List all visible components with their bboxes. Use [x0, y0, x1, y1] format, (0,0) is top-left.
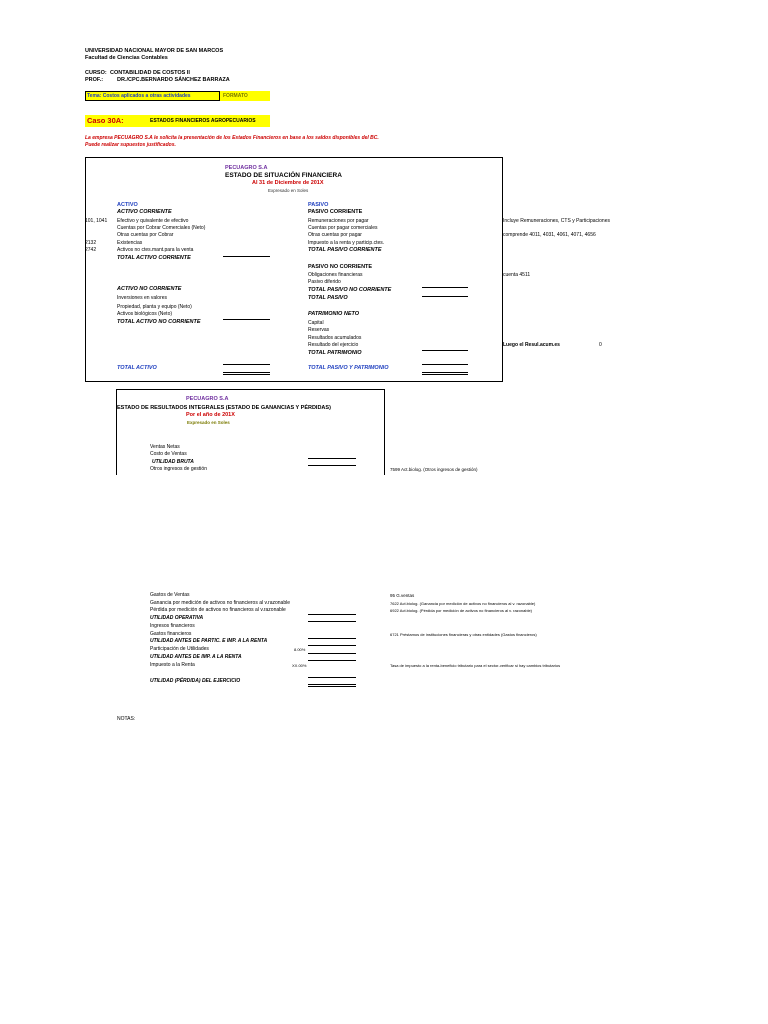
utilidad-ejercicio-label: UTILIDAD (PÉRDIDA) DEL EJERCICIO [150, 678, 241, 684]
note-otros-ingresos: 7599 Act.biolog. (Otros ingresos de gestión) [390, 467, 478, 472]
activo-corriente-heading: ACTIVO CORRIENTE [117, 209, 172, 215]
total-ac-line [223, 256, 270, 257]
anc-item: Inversiones en valores [117, 295, 168, 301]
uai-line-2 [308, 660, 356, 661]
prof-label: PROF.: [85, 77, 104, 83]
pnc-item: Obligaciones financieras [308, 272, 363, 278]
pat-item: Resultado del ejercicio [308, 342, 359, 348]
note-cuenta: cuenta 4511 [503, 272, 531, 278]
total-patrimonio-line [422, 350, 468, 351]
pasivo-no-corriente-heading: PASIVO NO CORRIENTE [308, 264, 373, 270]
prof-name: DR./CPC.BERNARDO SÁNCHEZ BARRAZA [117, 77, 230, 83]
formato-label: FORMATO [223, 93, 248, 99]
otros-ingresos-label: Otros ingresos de gestión [150, 466, 207, 472]
utilidad-operativa-line [308, 614, 356, 615]
note-incluye: Incluye Remuneraciones, CTS y Participaciones [503, 218, 610, 224]
total-activo-double-line [223, 372, 270, 375]
pc-item: Cuentas por pagar comerciales [308, 225, 378, 231]
utilidad-ejercicio-line [308, 677, 356, 678]
income-item: Ventas Netas [150, 444, 180, 450]
ac-item: Existencias [117, 240, 143, 246]
ac-code: 2132 [85, 240, 97, 246]
activo-heading: ACTIVO [117, 202, 138, 208]
pat-item: Resultados acumulados [308, 335, 362, 341]
utilidad-operativa-line-2 [308, 621, 356, 622]
total-pasivo-label: TOTAL PASIVO [308, 295, 348, 301]
note-perdida: 6922 Act.biolog. (Pérdida por medición de activos no financieros al v. razonable) [390, 608, 533, 613]
total-activo-label: TOTAL ACTIVO [117, 365, 157, 371]
utilidad-bruta-line-2 [308, 465, 356, 466]
anc-item: Activos biológicos (Neto) [117, 311, 173, 317]
total-pnc-line [422, 287, 468, 288]
income-item: Costo de Ventas [150, 451, 187, 457]
uai-partic-label: UTILIDAD ANTES DE PARTIC. E IMP. A LA RENTA [150, 638, 268, 644]
ganancia-label: Ganancia por medición de activos no financieros al v.razonable [150, 600, 290, 606]
pc-item: Impuesto a la renta y particip.ctes. [308, 240, 385, 246]
anc-item: Propiedad, planta y equipo (Neto) [117, 304, 192, 310]
total-pp-label: TOTAL PASIVO Y PATRIMONIO [308, 365, 389, 371]
ac-item: Activos no ctes.mant.para la venta [117, 247, 194, 253]
pat-item: Reservas [308, 327, 330, 333]
ac-code: 101, 1041 [85, 218, 108, 224]
uai-partic-line [308, 638, 356, 639]
income-period: Por el año de 201X [186, 412, 235, 418]
note-gastos-fin: 6721 Préstamos de instituciones financieras y otras entidades (Gastos financieros) [390, 632, 537, 637]
faculty-name: Facultad de Ciencias Contables [85, 55, 168, 61]
total-patrimonio-label: TOTAL PATRIMONIO [308, 350, 362, 356]
pat-item: Capital [308, 320, 324, 326]
ac-code: 2742 [85, 247, 97, 253]
ac-item: Efectivo y quivalente de efectivo [117, 218, 189, 224]
pasivo-corriente-heading: PASIVO CORRIENTE [308, 209, 363, 215]
balance-company: PECUAGRO S.A [225, 165, 268, 171]
utilidad-bruta-line [308, 458, 356, 459]
utilidad-bruta-label: UTILIDAD BRUTA [152, 459, 194, 465]
total-pnc-label: TOTAL PASIVO NO CORRIENTE [308, 287, 392, 293]
total-anc-label: TOTAL ACTIVO NO CORRIENTE [117, 319, 201, 325]
total-pasivo-line [422, 296, 468, 297]
instruction-line-1: La empresa PECUAGRO S.A le solicita la presentación de los Estados Financieros en base a los saldos disponibles del BC. [85, 135, 379, 141]
total-pp-line-top [422, 364, 468, 365]
uai-line [308, 653, 356, 654]
note-comprende: comprende 4011, 4031, 4061, 4071, 4656 [503, 232, 596, 238]
impuesto-label: Impuesto a la Renta [150, 662, 195, 668]
gastos-fin-label: Gastos financieros [150, 631, 192, 637]
note-luego: Luego el Resul.acum.es [503, 342, 560, 348]
instruction-line-2: Puede realizar supuestos justificados. [85, 142, 176, 148]
course-label: CURSO: [85, 70, 107, 76]
utilidad-ejercicio-double-line [308, 684, 356, 687]
balance-currency: Expresado en Soles [268, 188, 309, 193]
income-currency: Expresado en Soles [187, 420, 230, 425]
pc-item: Otras cuentas por pagar [308, 232, 362, 238]
ac-item: Otras cuentas por Cobrar [117, 232, 174, 238]
pc-item: Remuneraciones por pagar [308, 218, 369, 224]
pnc-item: Pasivo diferido [308, 279, 341, 285]
total-anc-line [223, 319, 270, 320]
activo-no-corriente-heading: ACTIVO NO CORRIENTE [117, 286, 182, 292]
total-pp-double-line [422, 372, 468, 375]
utilidad-operativa-label: UTILIDAD OPERATIVA [150, 615, 204, 621]
total-activo-line-top [223, 364, 270, 365]
university-name: UNIVERSIDAD NACIONAL MAYOR DE SAN MARCOS [85, 48, 224, 54]
note-luego-value: 0 [599, 342, 602, 348]
balance-title: ESTADO DE SITUACIÓN FINANCIERA [225, 172, 342, 179]
note-gastos-ventas: 95 G.ventas [390, 593, 415, 598]
impuesto-pct: XX.00% [292, 663, 307, 668]
total-ac-label: TOTAL ACTIVO CORRIENTE [117, 255, 191, 261]
income-title: ESTADO DE RESULTADOS INTEGRALES (ESTADO DE GANANCIAS Y PÉRDIDAS) [117, 405, 331, 411]
tema-text: Tema: Costos aplicados a otras actividades [87, 93, 191, 99]
uai-label: UTILIDAD ANTES DE IMP. A LA RENTA [150, 654, 242, 660]
caso-label: Caso 30A: [87, 116, 124, 125]
course-name: CONTABILIDAD DE COSTOS II [110, 70, 190, 76]
participacion-label: Participación de Utilidades [150, 646, 209, 652]
total-pc-label: TOTAL PASIVO CORRIENTE [308, 247, 382, 253]
gastos-ventas-label: Gastos de Ventas [150, 592, 190, 598]
perdida-label: Pérdida por medición de activos no financieros al v.razonable [150, 607, 286, 613]
income-company: PECUAGRO S.A [186, 396, 229, 402]
balance-date: Al 31 de Diciembre de 201X [252, 180, 324, 186]
patrimonio-heading: PATRIMONIO NETO [308, 311, 360, 317]
uai-partic-line-2 [308, 645, 356, 646]
caso-title: ESTADOS FINANCIEROS AGROPECUARIOS [150, 118, 256, 124]
participacion-pct: 8.00% [294, 647, 306, 652]
note-ganancia: 7622 Act.biolog. (Ganancia por medición de activos no financieros al v. razonable) [390, 601, 536, 606]
ac-item: Cuentas por Cobrar Comerciales (Neto) [117, 225, 206, 231]
notas-label: NOTAS: [117, 716, 136, 722]
note-impuesto: Tasa de impuesto a la renta-beneficio tributario para el sector-verificar si hay cambios tributarios [390, 663, 561, 668]
pasivo-heading: PASIVO [308, 202, 329, 208]
ingresos-fin-label: Ingresos financieros [150, 623, 195, 629]
